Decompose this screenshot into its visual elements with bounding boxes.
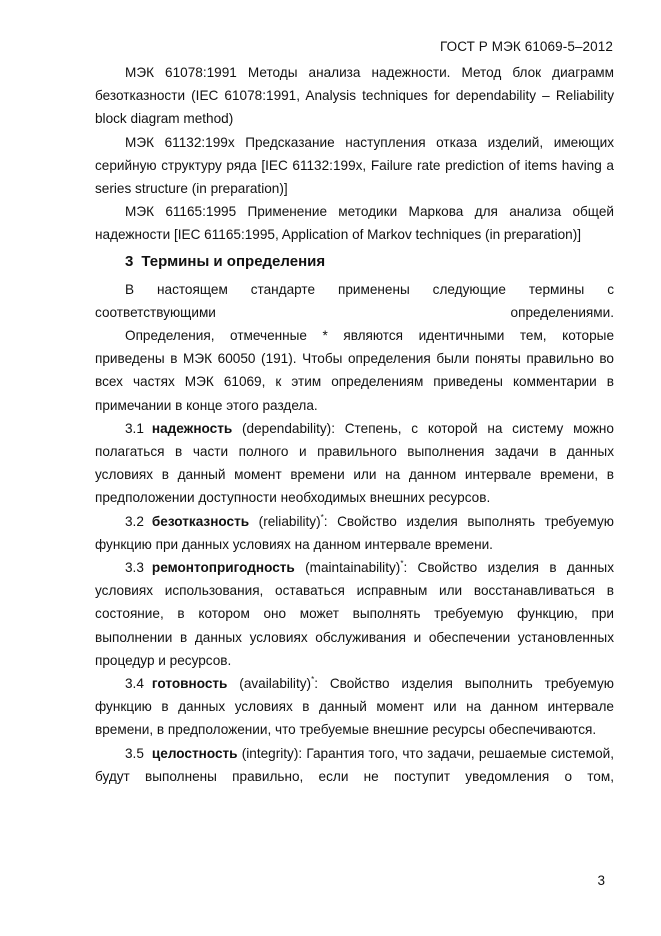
term-definition <box>95 556 614 672</box>
page-content <box>95 61 614 788</box>
term-english: (integrity) <box>237 745 299 761</box>
term-english: (reliability) <box>249 513 321 529</box>
term-english: (availability) <box>227 676 312 692</box>
intro-paragraph: Определения, отмеченные * являются идентичными тем, которые приведены в МЭК 60050 (191). Чтобы определения были поняты правильно во всех частях МЭК 61069, к этим определениям приведены комментарии в примечании в конце этого раздела. <box>95 328 614 413</box>
term-definition <box>95 672 614 742</box>
reference-item: МЭК 61132:199x Предсказание наступления отказа изделий, имеющих серийную структуру ряда [IEC 61132:199x, Failure rate prediction of items having a series structure (in preparation)] <box>95 134 614 197</box>
term-number: 3.2 <box>125 513 144 529</box>
term-text: : Гарантия того, что задачи, решаемые системой, будут выполнены правильно, если не поступит уведомления о том, <box>95 745 615 784</box>
term-english: (maintainability) <box>294 560 401 576</box>
standard-header: ГОСТ Р МЭК 61069-5–2012 <box>439 39 613 54</box>
term-mark: * <box>320 512 324 522</box>
term-number: 3.5 <box>125 745 144 761</box>
term-text: : Свойство изделия выполнить требуемую функцию в данных условиях в данный момент или на данном интервале времени, в предположении, что требуемые внешние ресурсы обеспечиваются. <box>95 676 614 738</box>
term-name: ремонтопригодность <box>151 560 295 576</box>
reference-item: МЭК 61165:1995 Применение методики Маркова для анализа общей надежности [IEC 61165:1995, Application of Markov techniques (in preparation)] <box>95 204 614 243</box>
reference-item: МЭК 61078:1991 Методы анализа надежности. Метод блок диаграмм безотказности (IEC 61078:1991, Analysis techniques for dependability – Reliability block diagram method) <box>95 65 614 127</box>
term-text: : Свойство изделия в данных условиях использования, оставаться исправным или восстанавливаться в состояние, в котором оно может выполнять требуемую функцию, при выполнении в данных условиях обслуживания и обеспечении установленных процедур и ресурсов. <box>95 560 614 668</box>
term-text: : Степень, с которой на систему можно полагаться в части полного и правильного выполнения задачи в данных условиях в данный момент времени или на данном интервале времени, в предположении доступности необходимых внешних ресурсов. <box>95 420 614 506</box>
term-name: надежность <box>151 420 233 436</box>
term-name: готовность <box>151 676 228 692</box>
term-definition <box>95 510 614 556</box>
term-number: 3.1 <box>125 420 144 436</box>
section-heading <box>95 249 614 275</box>
section-number: 3 <box>125 252 134 270</box>
term-name: целостность <box>151 745 238 761</box>
page-number: 3 <box>597 873 605 888</box>
term-number: 3.3 <box>125 560 144 576</box>
term-number: 3.4 <box>125 676 144 692</box>
term-english: (dependability) <box>232 420 332 436</box>
term-mark: * <box>311 675 315 685</box>
term-definition <box>95 742 614 788</box>
term-name: безотказность <box>151 513 250 529</box>
term-mark: * <box>400 559 404 569</box>
intro-paragraph: В настоящем стандарте применены следующие термины с соответствующими определениями. <box>95 281 614 320</box>
section-title: Термины и определения <box>141 252 326 270</box>
term-definition <box>95 417 614 510</box>
term-text: : Свойство изделия выполнять требуемую функцию при данных условиях на данном интервале времени. <box>95 513 614 552</box>
